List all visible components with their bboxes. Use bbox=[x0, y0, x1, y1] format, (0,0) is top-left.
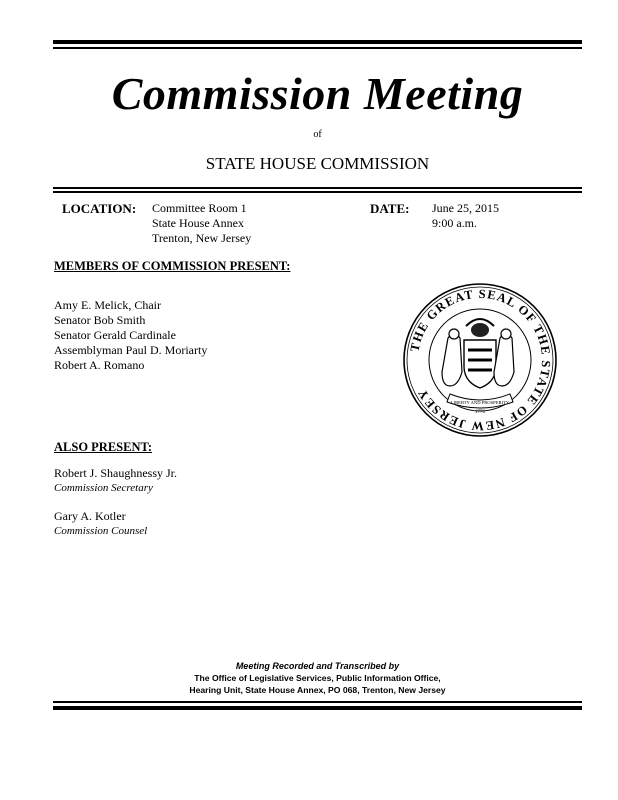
also-present-list bbox=[54, 466, 177, 539]
footer-credits bbox=[53, 660, 582, 696]
commission-name: STATE HOUSE COMMISSION bbox=[205, 154, 430, 173]
bottom-rule-thin bbox=[53, 701, 582, 703]
seal-ribbon: LIBERTY AND PROSPERITY bbox=[450, 400, 510, 405]
member-name: Senator Bob Smith bbox=[54, 313, 146, 327]
section-rule-1 bbox=[53, 187, 582, 189]
footer-line: The Office of Legislative Services, Public Information Office, bbox=[194, 673, 441, 683]
person-role: Commission Secretary bbox=[54, 482, 153, 494]
footer-recorded: Meeting Recorded and Transcribed by bbox=[235, 661, 400, 671]
bottom-rule-thick bbox=[53, 706, 582, 710]
section-rule-2 bbox=[53, 191, 582, 193]
members-list bbox=[54, 298, 207, 373]
top-rule-thick bbox=[53, 40, 582, 44]
members-heading: MEMBERS OF COMMISSION PRESENT: bbox=[54, 259, 291, 273]
location-line: State House Annex bbox=[152, 216, 244, 230]
person-name: Gary A. Kotler bbox=[54, 509, 126, 523]
location-value bbox=[152, 201, 251, 246]
member-name: Robert A. Romano bbox=[54, 358, 145, 372]
date-line: June 25, 2015 bbox=[432, 201, 499, 215]
member-name: Senator Gerald Cardinale bbox=[54, 328, 176, 342]
of-label: of bbox=[313, 129, 322, 140]
top-rule-thin bbox=[53, 47, 582, 49]
date-label: DATE: bbox=[370, 201, 410, 216]
seal-text: THE GREAT SEAL OF THE STATE OF NEW JERSEY bbox=[407, 286, 554, 434]
date-value bbox=[432, 201, 499, 231]
person-name: Robert J. Shaughnessy Jr. bbox=[54, 466, 177, 480]
page-title: Commission Meeting bbox=[111, 68, 524, 119]
date-line: 9:00 a.m. bbox=[432, 216, 477, 230]
footer-line: Hearing Unit, State House Annex, PO 068, Trenton, New Jersey bbox=[189, 685, 446, 695]
also-present-heading: ALSO PRESENT: bbox=[54, 440, 153, 454]
person-role: Commission Counsel bbox=[54, 525, 148, 537]
location-line: Committee Room 1 bbox=[152, 201, 247, 215]
state-seal-icon bbox=[402, 282, 558, 438]
member-name: Amy E. Melick, Chair bbox=[54, 298, 161, 312]
member-name: Assemblyman Paul D. Moriarty bbox=[54, 343, 208, 357]
location-line: Trenton, New Jersey bbox=[152, 231, 252, 245]
seal-year: 1776 bbox=[475, 410, 485, 415]
location-label: LOCATION: bbox=[62, 201, 137, 216]
